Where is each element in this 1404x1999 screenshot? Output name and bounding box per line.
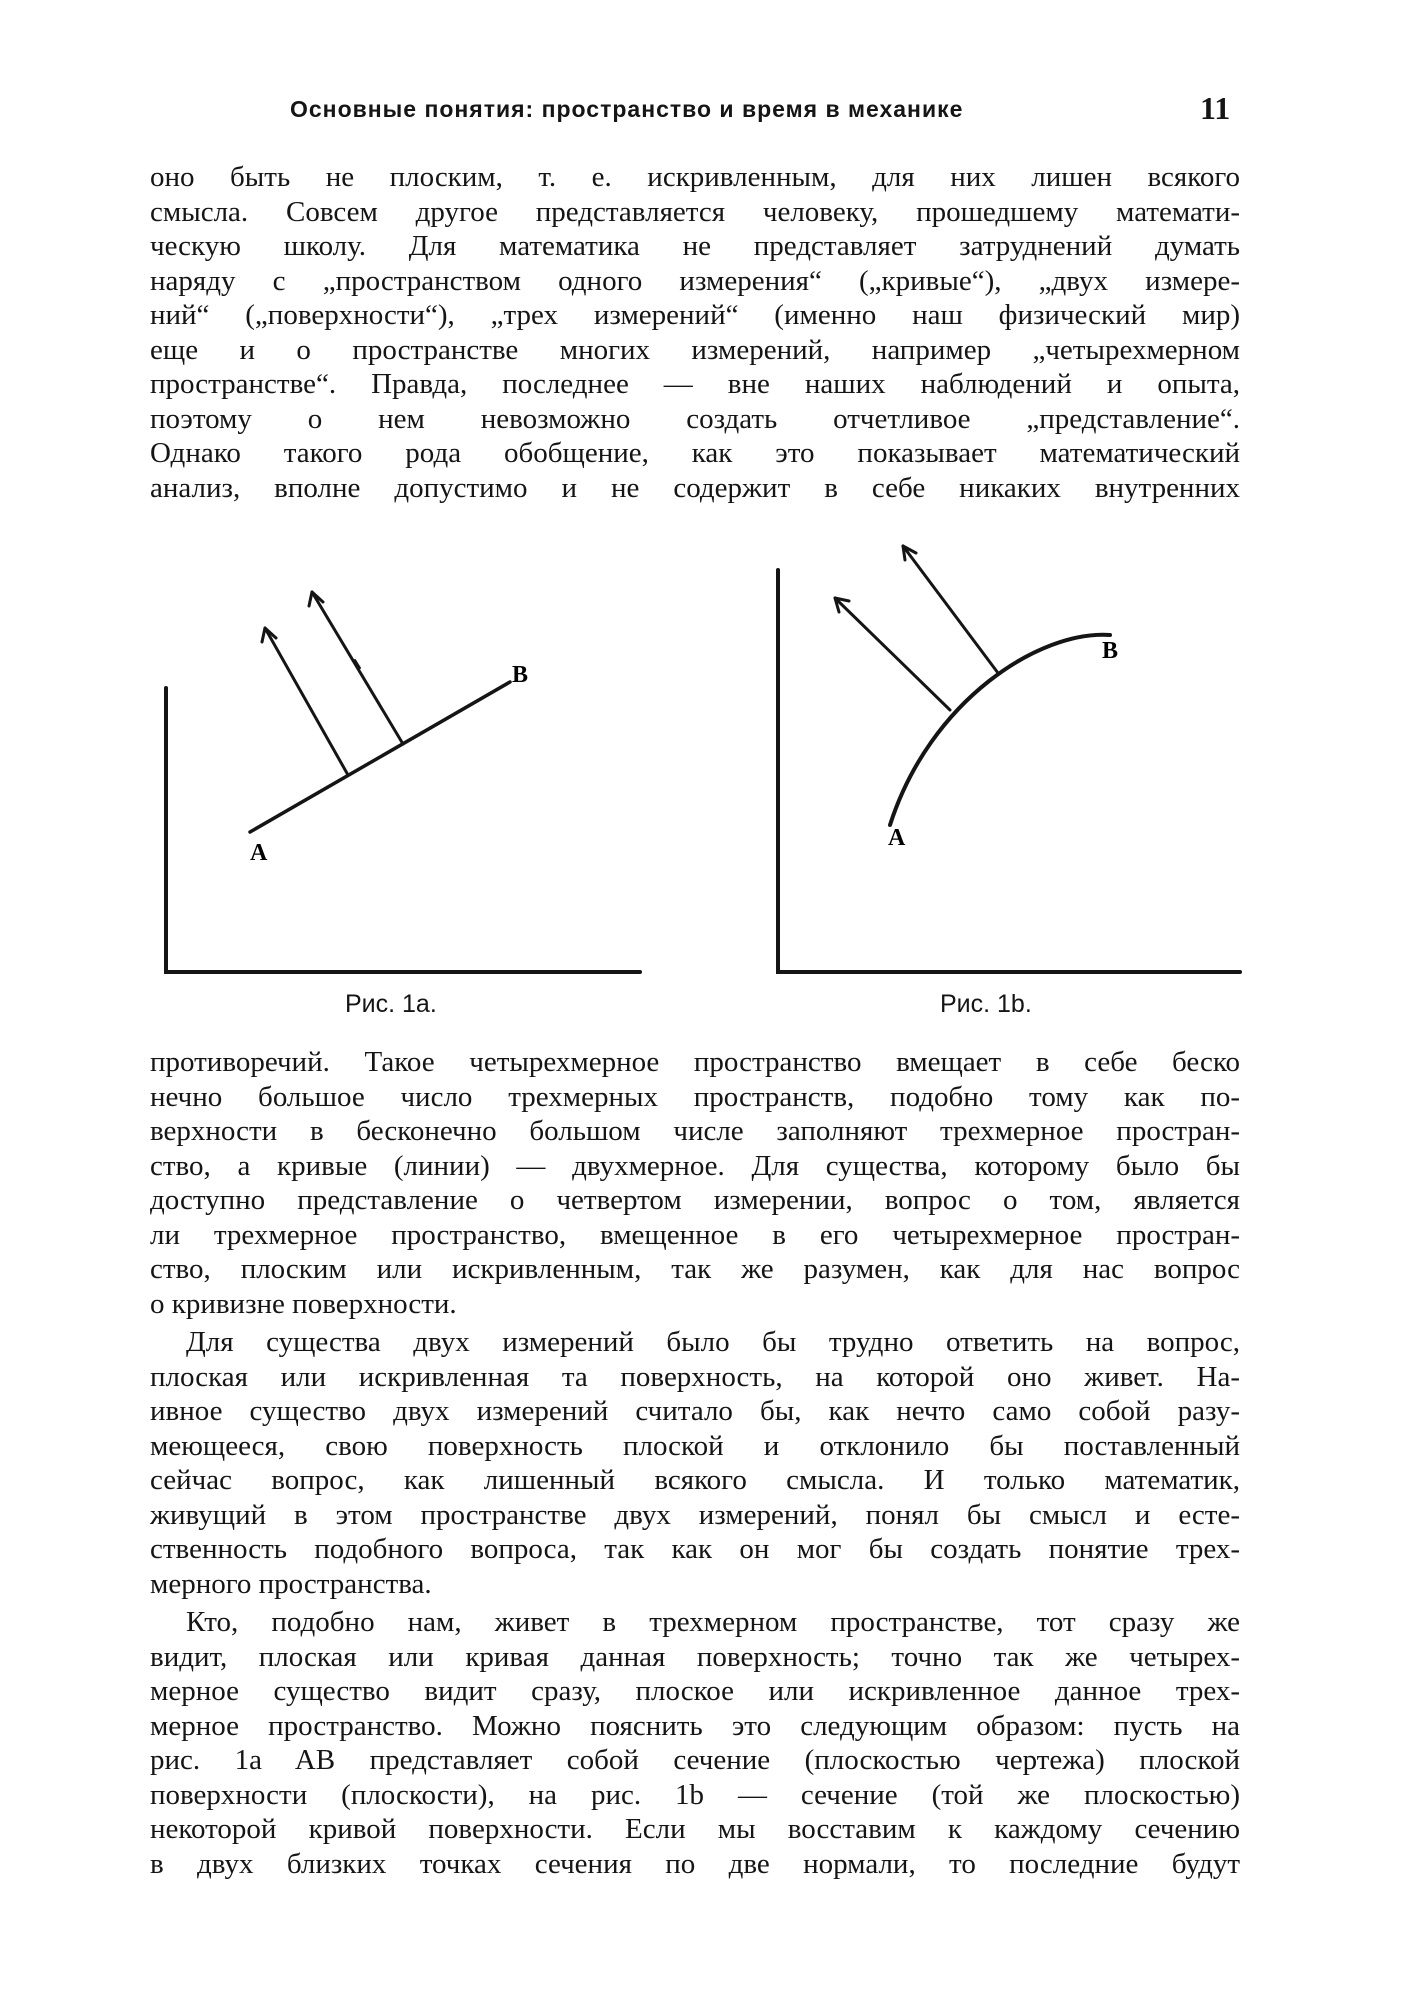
text-line: ственность подобного вопроса, так как он мог бы создать понятие трех- — [150, 1533, 1240, 1565]
figure-1a-axes — [166, 688, 640, 972]
text-line: нечно большое число трехмерных пространств, подобно тому как по- — [150, 1080, 1240, 1113]
text-line: ли трехмерное пространство, вмещенное в его четырехмерное простран- — [150, 1218, 1240, 1251]
figure-1a-label-b: B — [512, 662, 529, 688]
text-line: доступно представление о четвертом измерении, вопрос о том, является — [150, 1184, 1240, 1216]
text-line: видит, плоская или кривая данная поверхность; точно так же четырех- — [150, 1640, 1240, 1673]
text-line: наряду с „пространством одного измерения“ („кривые“), „двух измере- — [150, 264, 1240, 297]
text-line: анализ, вполне допустимо и не содержит в себе никаких внутренних — [150, 471, 1240, 504]
page-number: 11 — [1200, 90, 1231, 126]
text-line: ивное существо двух измерений считало бы, как нечто само собой разу- — [150, 1395, 1240, 1427]
text-line: ство, а кривые (линии) — двухмерное. Для существа, которому было бы — [150, 1149, 1240, 1182]
paragraph-3 — [150, 1325, 1240, 1601]
text-line: поверхности (плоскости), на рис. 1b — сечение (той же плоскостью) — [150, 1778, 1240, 1811]
text-line: мерное существо видит сразу, плоское или искривленное данное трех- — [150, 1675, 1240, 1707]
text-line: Однако такого рода обобщение, как это показывает математический — [150, 437, 1240, 469]
text-line: смысла. Совсем другое представляется человеку, прошедшему математи- — [150, 195, 1240, 228]
figure-1a — [150, 570, 660, 1000]
figure-1b-normal-2 — [903, 546, 998, 673]
text-line: живущий в этом пространстве двух измерений, понял бы смысл и есте- — [150, 1498, 1240, 1531]
text-line: рис. 1a AB представляет собой сечение (плоскостью чертежа) плоской — [150, 1744, 1240, 1776]
figure-1a-normal-2 — [312, 592, 403, 744]
text-line: о кривизне поверхности. — [150, 1287, 457, 1320]
figure-1b-caption: Рис. 1b. — [940, 990, 1032, 1018]
text-line: верхности в бесконечно большом числе заполняют трехмерное простран- — [150, 1115, 1240, 1147]
text-line: пространстве“. Правда, последнее — вне наших наблюдений и опыта, — [150, 368, 1240, 400]
figure-1b — [770, 540, 1250, 1000]
text-line: Кто, подобно нам, живет в трехмерном пространстве, тот сразу же — [186, 1606, 1240, 1638]
text-line: еще и о пространстве многих измерений, например „четырехмерном — [150, 333, 1240, 366]
figure-1b-label-b: B — [1102, 638, 1119, 664]
text-line: ний“ („поверхности“), „трех измерений“ (именно наш физический мир) — [150, 299, 1240, 331]
text-line: мерное пространство. Можно пояснить это следующим образом: пусть на — [150, 1709, 1240, 1742]
figure-1b-axes — [778, 570, 1240, 972]
paragraph-4 — [150, 1605, 1240, 1881]
text-line: плоская или искривленная та поверхность, на которой оно живет. На- — [150, 1360, 1240, 1393]
text-line: ство, плоским или искривленным, так же разумен, как для нас вопрос — [150, 1253, 1240, 1285]
text-line: поэтому о нем невозможно создать отчетливое „представление“. — [150, 402, 1240, 435]
figure-1b-normal-1 — [835, 598, 950, 710]
figure-1a-normal-1 — [265, 628, 348, 775]
figure-1b-section-ab — [890, 635, 1110, 825]
text-line: ческую школу. Для математика не представляет затруднений думать — [150, 230, 1240, 262]
text-line: противоречий. Такое четырехмерное пространство вмещает в себе беско — [150, 1046, 1240, 1078]
figure-1a-label-a: A — [250, 840, 268, 866]
text-line: меющееся, свою поверхность плоской и отклонило бы поставленный — [150, 1429, 1240, 1462]
running-header: Основные понятия: пространство и время в механике — [290, 96, 964, 122]
text-line: оно быть не плоским, т. е. искривленным, для них лишен всякого — [150, 161, 1240, 193]
text-line: Для существа двух измерений было бы трудно ответить на вопрос, — [186, 1326, 1240, 1358]
top-paragraph — [150, 160, 1240, 505]
figure-1a-caption: Рис. 1a. — [345, 990, 437, 1018]
figure-1b-label-a: A — [888, 825, 906, 851]
text-line: в двух близких точках сечения по две нормали, то последние будут — [150, 1847, 1240, 1880]
text-line: сейчас вопрос, как лишенный всякого смысла. И только математик, — [150, 1464, 1240, 1496]
text-line: мерного пространства. — [150, 1567, 432, 1600]
paragraph-2 — [150, 1045, 1240, 1321]
text-line: некоторой кривой поверхности. Если мы восставим к каждому сечению — [150, 1813, 1240, 1845]
